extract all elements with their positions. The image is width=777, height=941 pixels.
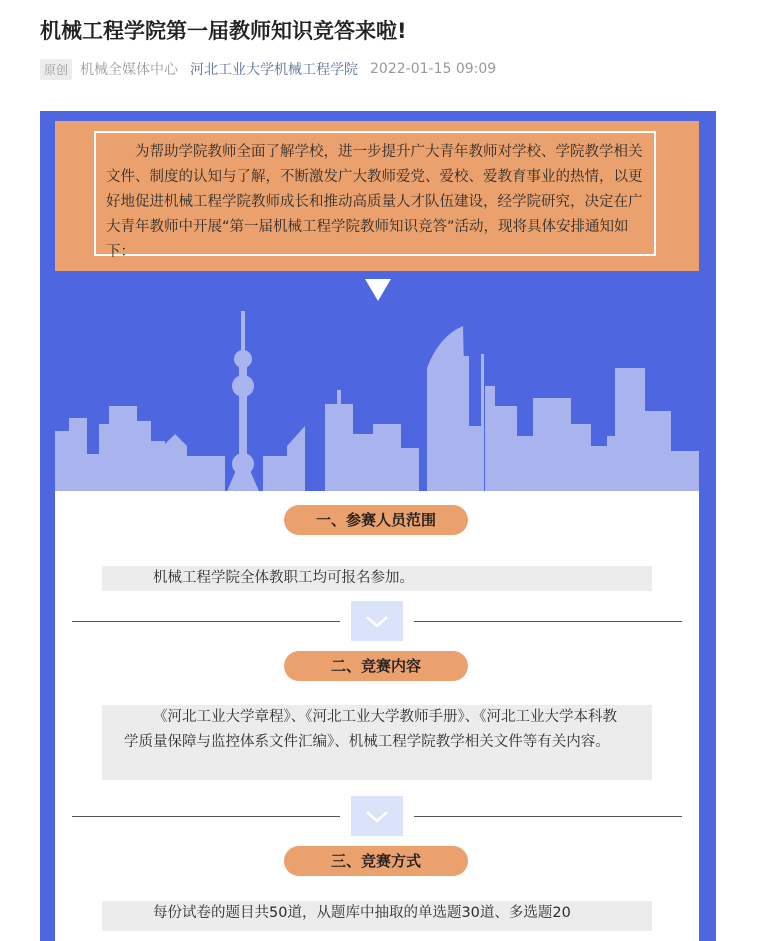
account-name-link[interactable]: 河北工业大学机械工程学院 (190, 62, 359, 78)
divider-left (72, 621, 340, 622)
city-skyline-illustration (55, 306, 699, 496)
article-source: 机械全媒体中心 (80, 62, 179, 78)
section-2-heading: 二、竞赛内容 (284, 651, 468, 681)
poster-frame (40, 111, 716, 941)
section-3-heading: 三、竞赛方式 (284, 846, 468, 876)
content-panel (55, 491, 699, 941)
chevron-down-icon (365, 810, 389, 824)
original-tag: 原创 (40, 59, 72, 80)
article-meta (40, 58, 496, 80)
divider-right (414, 621, 682, 622)
section-1-body-box (102, 566, 652, 591)
intro-panel (55, 121, 699, 271)
section-2-body: 《河北工业大学章程》、《河北工业大学教师手册》、《河北工业大学本科教学质量保障与监控体系文件汇编》、机械工程学院教学相关文件等有关内容。 (124, 709, 617, 750)
section-3-body-box (102, 901, 652, 931)
divider-right (414, 816, 682, 817)
section-1-heading: 一、参赛人员范围 (284, 505, 468, 535)
section-1-body: 机械工程学院全体教职工均可报名参加。 (153, 570, 414, 586)
chevron-box-2 (351, 796, 403, 836)
section-2-body-box (102, 705, 652, 780)
down-triangle-icon (365, 279, 391, 301)
section-3-body: 每份试卷的题目共50道，从题库中抽取的单选题30道、多选题20 (153, 905, 571, 921)
publish-datetime: 2022-01-15 09:09 (370, 61, 497, 77)
intro-text: 为帮助学院教师全面了解学校，进一步提升广大青年教师对学校、学院教学相关文件、制度的认知与了解，不断激发广大教师爱党、爱校、爱教育事业的热情，以更好地促进机械工程学院教师成长和推动高质量人才队伍建设，经学院研究，决定在广大青年教师中开展“第一届机械工程学院教师知识竞答”活动，现将具体安排通知如下： (106, 144, 643, 260)
divider-left (72, 816, 340, 817)
chevron-box-1 (351, 601, 403, 641)
article-title: 机械工程学院第一届教师知识竞答来啦! (40, 19, 407, 43)
intro-border-box (94, 131, 656, 260)
chevron-down-icon (365, 615, 389, 629)
